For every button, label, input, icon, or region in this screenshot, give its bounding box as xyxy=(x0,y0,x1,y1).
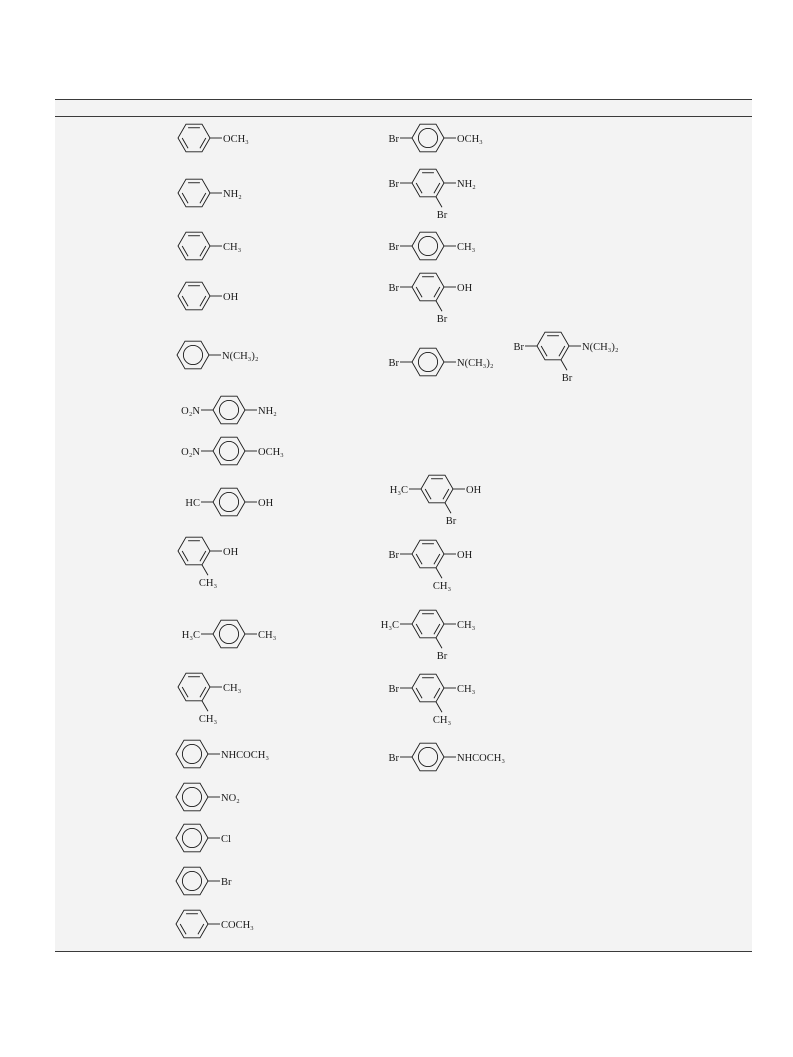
reactant-structure xyxy=(185,488,273,516)
reactant-structure xyxy=(176,867,232,895)
substituent-label: NHCOCH₃ xyxy=(221,750,269,761)
substituent-label: NO₂ xyxy=(221,793,240,804)
reactant-structure xyxy=(178,282,239,310)
substituent-label: CH₃ xyxy=(432,715,452,727)
substituent-label: Br xyxy=(513,342,524,353)
substituent-label: OH xyxy=(457,550,473,561)
product-structure xyxy=(389,674,476,726)
product-structure xyxy=(389,273,473,325)
substituent-label: CH₃ xyxy=(457,242,476,253)
reactant-structure xyxy=(176,910,254,938)
product-structure xyxy=(389,348,494,376)
product-structure xyxy=(514,332,619,384)
substituent-label: NH₂ xyxy=(223,189,242,200)
substituent-label: CH₃ xyxy=(223,242,242,253)
substituent-label: Br xyxy=(388,242,399,253)
substituent-label: Br xyxy=(388,283,399,294)
substituent-label: Br xyxy=(561,373,573,385)
substituent-label: OH xyxy=(457,283,473,294)
reactant-structure xyxy=(182,620,277,648)
substituent-label: Br xyxy=(436,651,448,663)
substituent-label: N(CH₃)₂ xyxy=(582,342,619,353)
product-structure xyxy=(389,169,477,221)
substituent-label: Br xyxy=(388,753,399,764)
reactant-structure xyxy=(181,437,284,465)
substituent-label: O₂N xyxy=(181,406,200,417)
reactant-structure xyxy=(181,396,277,424)
substituent-label: NH₂ xyxy=(457,179,476,190)
substituent-label: Br xyxy=(436,210,448,222)
reactant-structure xyxy=(178,673,242,725)
reactant-structure xyxy=(178,179,242,207)
substituent-label: OH xyxy=(258,498,274,509)
substituent-label: NH₂ xyxy=(258,406,277,417)
product-structure xyxy=(389,232,476,260)
product-structure xyxy=(389,743,506,771)
substituent-label: CH₃ xyxy=(223,683,242,694)
substituent-label: N(CH₃)₂ xyxy=(457,358,494,369)
reactant-structure xyxy=(178,537,239,589)
reactant-structure xyxy=(176,740,269,768)
substituent-label: COCH₃ xyxy=(221,920,254,931)
substituent-label: CH₃ xyxy=(457,620,476,631)
substituent-label: OH xyxy=(223,547,239,558)
substituent-label: Br xyxy=(221,877,232,888)
substituent-label: Br xyxy=(388,179,399,190)
substituent-label: O₂N xyxy=(181,447,200,458)
substituent-label: OCH₃ xyxy=(457,134,483,145)
substituent-label: Br xyxy=(436,314,448,326)
substituent-label: CH₃ xyxy=(198,714,218,726)
substituent-label: Br xyxy=(445,516,457,528)
substituent-label: CH₃ xyxy=(198,578,218,590)
substituent-label: CH₃ xyxy=(432,581,452,593)
product-structure xyxy=(381,610,476,662)
substituent-label: Br xyxy=(388,684,399,695)
substituent-label: H₃C xyxy=(389,485,408,496)
reactant-structure xyxy=(178,124,249,152)
product-structure xyxy=(389,540,473,592)
substituent-label: Cl xyxy=(221,834,231,845)
substituent-label: Br xyxy=(388,358,399,369)
substituent-label: H₃C xyxy=(380,620,399,631)
product-structure xyxy=(390,475,482,527)
substituent-label: Br xyxy=(388,134,399,145)
substituent-label: OCH₃ xyxy=(223,134,249,145)
substituent-label: N(CH₃)₂ xyxy=(222,351,259,362)
reactant-structure xyxy=(176,824,231,852)
reactant-structure xyxy=(178,232,242,260)
substituent-label: OCH₃ xyxy=(258,447,284,458)
substituent-label: H₃C xyxy=(181,630,200,641)
substituent-label: CH₃ xyxy=(258,630,277,641)
substituent-label: NHCOCH₃ xyxy=(457,753,505,764)
substituent-label: OH xyxy=(223,292,239,303)
reactant-structure xyxy=(177,341,259,369)
substituent-label: HC xyxy=(185,498,200,509)
substituent-label: Br xyxy=(388,550,399,561)
product-structure xyxy=(389,124,484,152)
substituent-label: CH₃ xyxy=(457,684,476,695)
reactant-structure xyxy=(176,783,240,811)
substituent-label: OH xyxy=(466,485,482,496)
